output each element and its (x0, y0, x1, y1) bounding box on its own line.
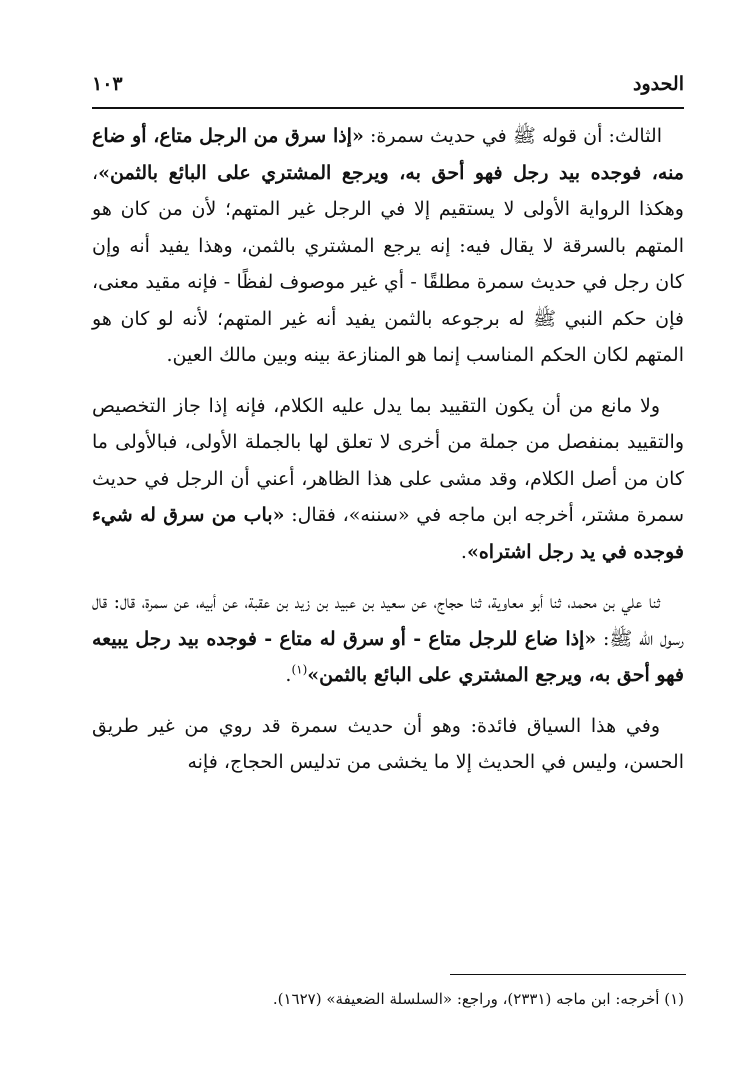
hadith-quote: «إذا ضاع للرجل متاع - أو سرق له متاع - فوجده بيد رجل يبيعه فهو أحق به، ويرجع المشتري على البائع بالثمن» (92, 627, 684, 686)
text-segment: . (460, 540, 467, 563)
chapter-title: الحدود (633, 73, 684, 95)
text-segment: وفي هذا السياق فائدة: وهو أن حديث سمرة قد روي من غير طريق الحسن، وليس في الحديث إلا ما يخشى من تدليس الحجاج، فإنه (92, 714, 684, 773)
header-rule (92, 107, 684, 109)
page-number: ١٠٣ (92, 73, 123, 95)
text-segment: . (285, 664, 292, 686)
footnote-rule (450, 974, 686, 975)
paragraph (92, 118, 684, 374)
text-segment: ولا مانع من أن يكون التقييد بما يدل عليه الكلام، فإنه إذا جاز التخصيص والتقييد بمنفصل من جملة من أخرى لا تعلق لها بالجملة الأولى، فبالأولى ما كان من أصل الكلام، وقد مشى على هذا الظاهر، أعني أن الرجل في حديث سمرة مشتر، أخرجه ابن ماجه في «سننه»، فقال: (92, 394, 684, 526)
hadith-quote: «إذا سرق من الرجل متاع، أو ضاع منه، فوجده بيد رجل فهو أحق به، ويرجع المشتري على البائع بالثمن» (92, 125, 684, 184)
body-text (92, 118, 684, 781)
chapter-quote: «باب من سرق له شيء فوجده في يد رجل اشتراه» (92, 504, 684, 563)
paragraph (92, 388, 684, 571)
paragraph (92, 708, 684, 781)
text-segment: ، وهكذا الرواية الأولى لا يستقيم إلا في الرجل غير المتهم؛ لأن من كان هو المتهم بالسرقة لا يقال فيه: إنه يرجع المشتري بالثمن، وهذا يفيد أنه وإن كان رجل في حديث سمرة مطلقًا - أي غير موصوف لفظًا - فإنه مقيد معنى، فإن حكم النبي ﷺ له برجوعه بالثمن يفيد أنه غير المتهم؛ لأنه لو كان هو المتهم لكان الحكم المناسب إنما هو المنازعة بينه وبين مالك العين. (92, 161, 684, 366)
text-segment: ثنا علي بن محمد، ثنا أبو معاوية، ثنا حجاج، عن سعيد بن عبيد بن زيد بن عقبة، عن أبيه، عن سمرة، قال: قال رسول اللّٰه ﷺ: (92, 591, 684, 650)
paragraph (92, 584, 684, 694)
footnote-reference: (١) (291, 662, 308, 677)
text-segment: الثالث: أن قوله ﷺ في حديث سمرة: (363, 125, 662, 147)
footnote: (١) أخرجه: ابن ماجه (٢٣٣١)، وراجع: «السلسلة الضعيفة» (١٦٢٧). (272, 990, 684, 1008)
running-head (92, 66, 684, 102)
